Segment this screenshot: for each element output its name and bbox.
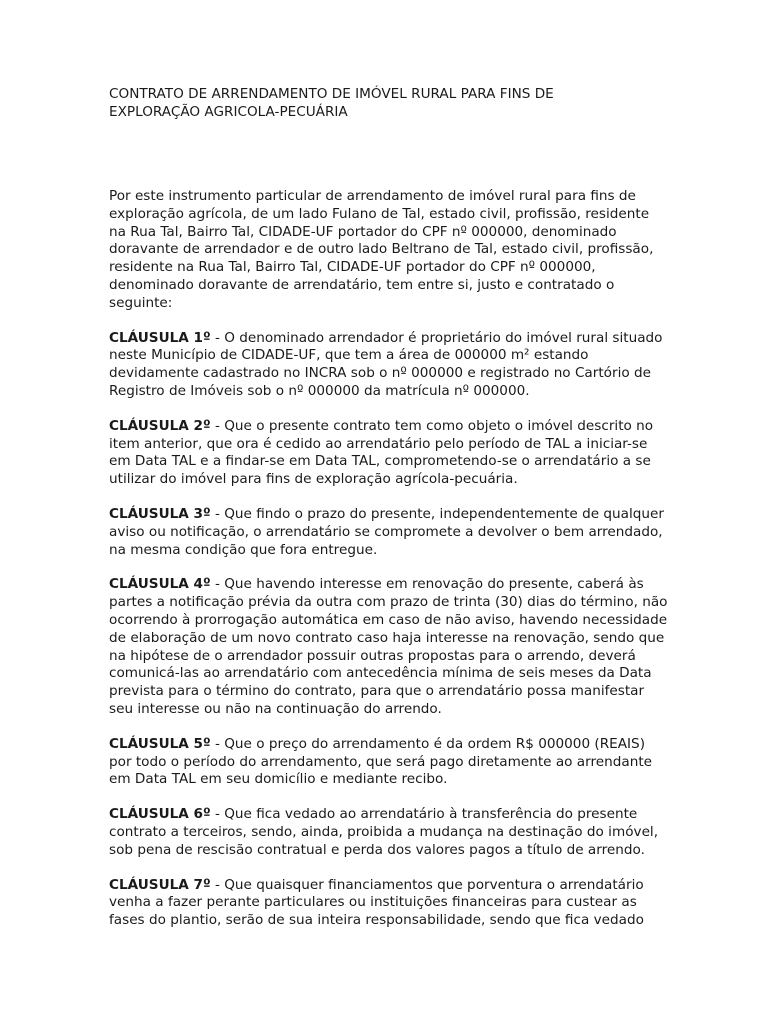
clause-4-heading: CLÁUSULA 4º: [109, 576, 211, 593]
clause-7-text: - Que quaisquer financiamentos que porventura o arrendatário venha a fazer perante particulares ou instituições financeiras para custear as fases do plantio, serão de sua inteira responsabilidade, sendo que fica vedado: [109, 876, 644, 929]
clause-3-text: - Que findo o prazo do presente, independentemente de qualquer aviso ou notificação, o arrendatário se compromete a devolver o bem arrendado, na mesma condição que fora entregue.: [109, 505, 664, 558]
clause-4: [109, 576, 669, 718]
document-title: [109, 85, 669, 121]
clause-5: [109, 736, 669, 789]
clause-4-text: - Que havendo interesse em renovação do presente, caberá às partes a notificação prévia da outra com prazo de trinta (30) dias do término, não ocorrendo à prorrogação automática em caso de não aviso, havendo necessidade de elaboração de um novo contrato caso haja interesse na renovação, sendo que na hipótese de o arrendador possuir outras propostas para o arrendo, deverá comunicá-las ao arrendatário com antecedência mínima de seis meses da Data prevista para o término do contrato, para que o arrendatário possa manifestar seu interesse ou não na continuação do arrendo.: [109, 576, 668, 717]
clause-6: [109, 806, 669, 859]
document-title-line-2: EXPLORAÇÃO AGRICOLA-PECUÁRIA: [109, 104, 348, 120]
clause-7: [109, 877, 669, 930]
clause-1: [109, 330, 669, 401]
clause-7-heading: CLÁUSULA 7º: [109, 876, 211, 893]
document-page: [109, 85, 669, 930]
clause-3: [109, 506, 669, 559]
clause-2-text: - Que o presente contrato tem como objeto o imóvel descrito no item anterior, que ora é cedido ao arrendatário pelo período de TAL a iniciar-se em Data TAL e a findar-se em Data TAL, comprometendo-se o arrendatário a se utilizar do imóvel para fins de exploração agrícola-pecuária.: [109, 417, 654, 488]
document-title-line-1: CONTRATO DE ARRENDAMENTO DE IMÓVEL RURAL PARA FINS DE: [109, 86, 554, 102]
clause-5-text: - Que o preço do arrendamento é da ordem R$ 000000 (REAIS) por todo o período do arrendamento, que será pago diretamente ao arrendante em Data TAL em seu domicílio e mediante recibo.: [109, 735, 653, 788]
clause-5-heading: CLÁUSULA 5º: [109, 735, 211, 752]
clause-3-heading: CLÁUSULA 3º: [109, 505, 211, 522]
clause-1-heading: CLÁUSULA 1º: [109, 329, 211, 346]
intro-paragraph: Por este instrumento particular de arrendamento de imóvel rural para fins de exploração agrícola, de um lado Fulano de Tal, estado civil, profissão, residente na Rua Tal, Bairro Tal, CIDADE-UF portador do CPF nº 000000, denominado doravante de arrendador e de outro lado Beltrano de Tal, estado civil, profissão, residente na Rua Tal, Bairro Tal, CIDADE-UF portador do CPF nº 000000, denominado doravante de arrendatário, tem entre si, justo e contratado o seguinte:: [109, 188, 654, 311]
clause-6-heading: CLÁUSULA 6º: [109, 806, 211, 823]
clause-1-text: - O denominado arrendador é proprietário do imóvel rural situado neste Município de CIDADE-UF, que tem a área de 000000 m² estando devidamente cadastrado no INCRA sob o nº 000000 e registrado no Cartório de Registro de Imóveis sob o nº 000000 da matrícula nº 000000.: [109, 329, 663, 399]
clause-6-text: - Que fica vedado ao arrendatário à transferência do presente contrato a terceiros, sendo, ainda, proibida a mudança na destinação do imóvel, sob pena de rescisão contratual e perda dos valores pagos a título de arrendo.: [109, 806, 659, 858]
clause-2-heading: CLÁUSULA 2º: [109, 417, 211, 434]
clause-2: [109, 418, 669, 489]
